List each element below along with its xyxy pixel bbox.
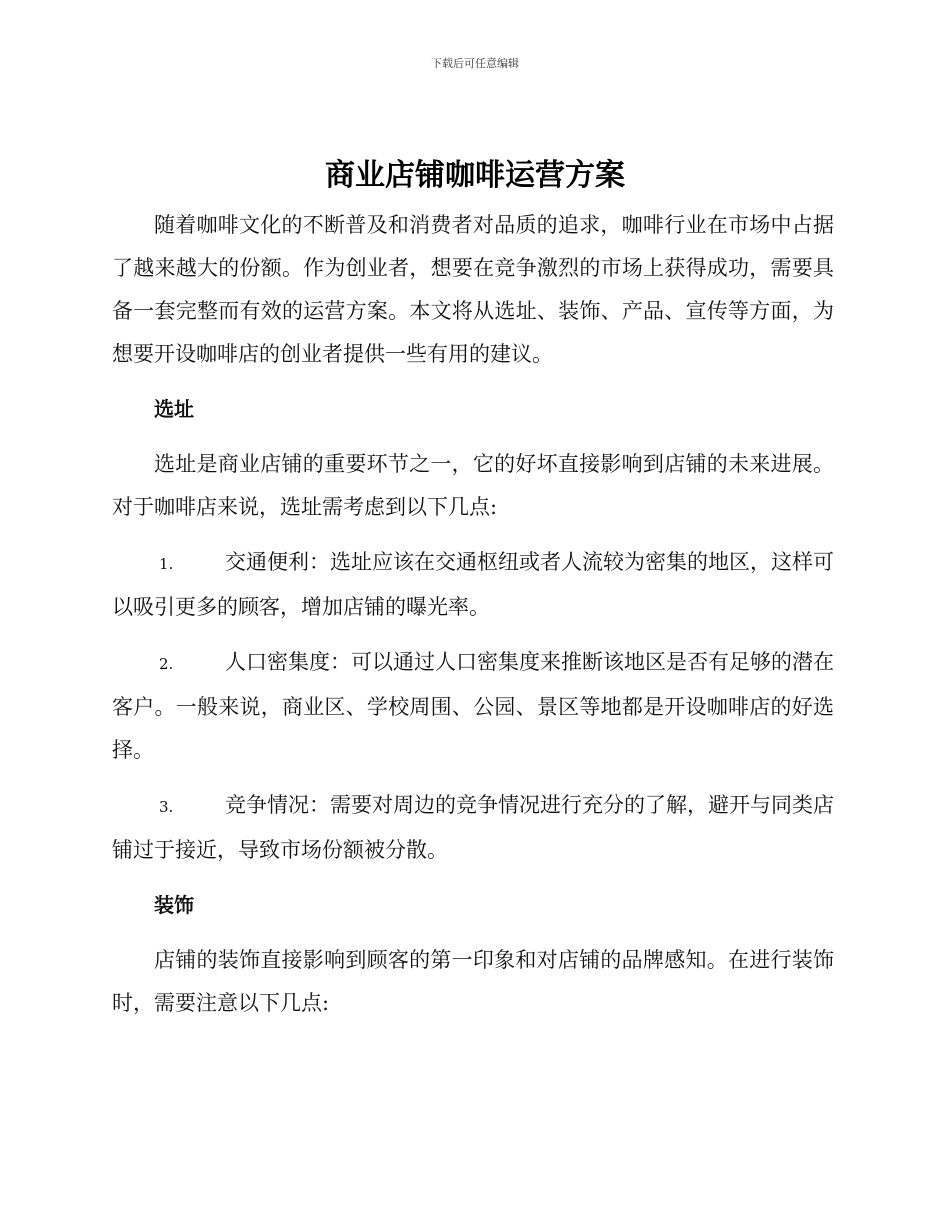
- list-item-text: 竞争情况：需要对周边的竞争情况进行充分的了解，避开与同类店铺过于接近，导致市场份额被分散。: [112, 793, 834, 862]
- section-heading-location: 选址: [154, 397, 194, 421]
- page-header-note: 下载后可任意编辑: [431, 57, 519, 70]
- list-number: 3.: [159, 798, 174, 816]
- intro-paragraph: 随着咖啡文化的不断普及和消费者对品质的追求，咖啡行业在市场中占据了越来越大的份额。作为创业者，想要在竞争激烈的市场上获得成功，需要具备一套完整而有效的运营方案。本文将从选址、装饰、产品、宣传等方面，为想要开设咖啡店的创业者提供一些有用的建议。: [112, 213, 834, 366]
- section-intro-location: 选址是商业店铺的重要环节之一，它的好坏直接影响到店铺的未来进展。对于咖啡店来说，选址需考虑到以下几点:: [112, 452, 834, 519]
- list-number: 2.: [159, 655, 174, 673]
- section-heading-decoration: 装饰: [154, 893, 194, 917]
- list-item: [112, 541, 834, 629]
- list-item: [112, 784, 834, 872]
- list-item-text: 人口密集度：可以通过人口密集度来推断该地区是否有足够的潜在客户。一般来说，商业区、学校周围、公园、景区等地都是开设咖啡店的好选择。: [112, 650, 834, 762]
- list-number: 1.: [159, 555, 174, 573]
- section-intro-decoration: 店铺的装饰直接影响到顾客的第一印象和对店铺的品牌感知。在进行装饰时，需要注意以下几点:: [112, 948, 834, 1015]
- document-body: [112, 204, 834, 1025]
- document-title: 商业店铺咖啡运营方案: [325, 158, 625, 193]
- list-item-text: 交通便利：选址应该在交通枢纽或者人流较为密集的地区，这样可以吸引更多的顾客，增加店铺的曝光率。: [112, 550, 834, 619]
- list-item: [112, 641, 834, 772]
